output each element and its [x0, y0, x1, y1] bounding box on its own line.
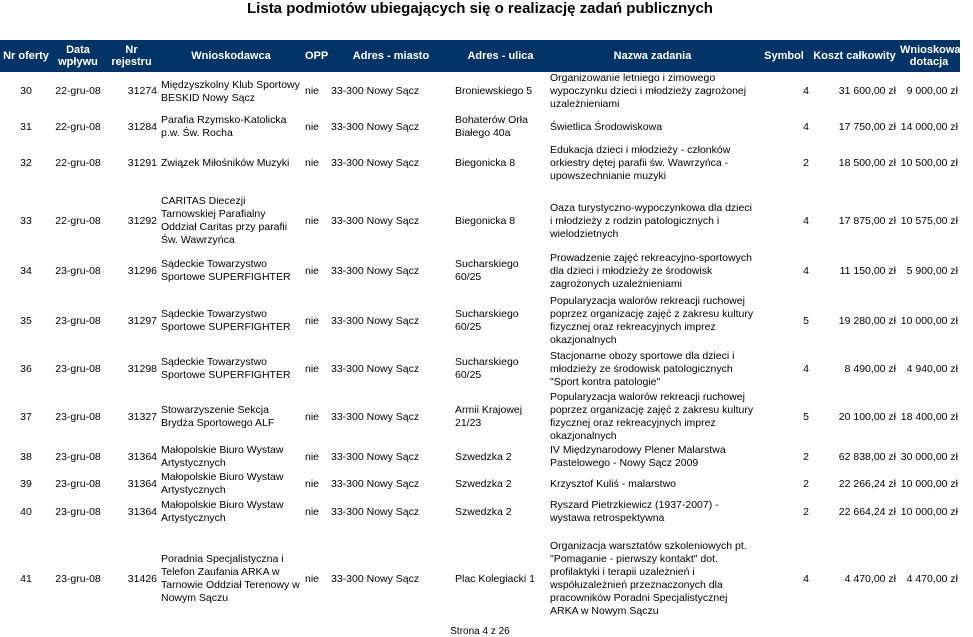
cell-opp: nie: [305, 120, 320, 133]
cell-adres-miasto: 33-300 Nowy Sącz: [331, 450, 420, 463]
cell-adres-miasto: 33-300 Nowy Sącz: [331, 214, 420, 227]
row-spacer: [0, 527, 960, 539]
cell-nr-oferty: 31: [20, 120, 32, 133]
table-row: [0, 247, 960, 295]
cell-adres-ulica: Szwedzka 2: [455, 477, 512, 490]
cell-wnioskodawca: Sądeckie Towarzystwo Sportowe SUPERFIGHTER: [161, 308, 291, 333]
cell-nr-rejestru: 31364: [127, 450, 157, 463]
cell-nazwa-zadania: Popularyzacja walorów rekreacji ruchowej poprzez organizację zajęć z zakresu kultury fizycznej oraz rekreacyjnych imprez okazjonalnych: [550, 295, 754, 346]
cell-nazwa-zadania: Edukacja dzieci i młodzieży - członków orkiestry dętej parafii św. Wawrzyńca - upowszechnianie muzyki: [550, 143, 731, 182]
cell-data-wplywu: 22-gru-08: [55, 85, 101, 97]
row-spacer: [0, 183, 960, 195]
cell-nr-rejestru: 31284: [127, 120, 157, 133]
cell-dotacja: 10 575,00 zł: [900, 214, 958, 227]
table-row: [0, 143, 960, 183]
cell-nr-rejestru: 31291: [127, 156, 157, 169]
cell-dotacja: 30 000,00 zł: [900, 450, 958, 463]
cell-nr-oferty: 34: [20, 264, 32, 277]
cell-nr-oferty: 33: [20, 214, 32, 227]
cell-data-wplywu: 23-gru-08: [55, 505, 101, 518]
cell-dotacja: 10 000,00 zł: [900, 314, 958, 327]
cell-koszt: 18 500,00 zł: [838, 156, 896, 169]
cell-adres-ulica: Sucharskiego 60/25: [455, 258, 519, 283]
cell-opp: nie: [305, 450, 320, 463]
cell-nazwa-zadania: Prowadzenie zajęć rekreacyjno-sportowych dla dzieci i młodzieży ze środowisk zagrożonych uzależnieniami: [550, 251, 752, 290]
cell-symbol: 2: [803, 505, 809, 518]
cell-symbol: 2: [803, 156, 809, 169]
cell-opp: nie: [305, 505, 320, 518]
cell-adres-ulica: Sucharskiego 60/25: [455, 308, 519, 333]
cell-dotacja: 10 000,00 zł: [900, 477, 958, 490]
table-row: [0, 391, 960, 443]
cell-data-wplywu: 23-gru-08: [55, 450, 101, 463]
cell-wnioskodawca: Małopolskie Biuro Wystaw Artystycznych: [161, 471, 284, 496]
cell-nr-rejestru: 31292: [127, 214, 157, 227]
cell-opp: nie: [305, 156, 320, 169]
table-row: [0, 195, 960, 247]
cell-wnioskodawca: Stowarzyszenie Sekcja Brydża Sportowego ALF: [161, 404, 275, 429]
cell-adres-ulica: Bohaterów Orła Białego 40a: [455, 114, 528, 139]
cell-adres-miasto: 33-300 Nowy Sącz: [331, 362, 420, 375]
cell-adres-miasto: 33-300 Nowy Sącz: [331, 314, 420, 327]
table-row: [0, 497, 960, 527]
page-number: Strona 4 z 26: [450, 626, 510, 637]
cell-symbol: 5: [803, 410, 809, 423]
cell-nr-oferty: 40: [20, 505, 32, 518]
cell-nr-oferty: 35: [20, 314, 32, 327]
cell-wnioskodawca: Związek Miłośników Muzyki: [161, 156, 290, 169]
cell-adres-miasto: 33-300 Nowy Sącz: [331, 572, 420, 585]
cell-nr-oferty: 32: [20, 156, 32, 169]
table-row: [0, 539, 960, 619]
cell-opp: nie: [305, 572, 320, 585]
header-koszt: Koszt całkowity: [811, 40, 898, 72]
cell-data-wplywu: 22-gru-08: [55, 156, 101, 169]
cell-opp: nie: [305, 362, 320, 375]
cell-nr-rejestru: 31274: [127, 85, 157, 97]
cell-nr-oferty: 41: [20, 572, 32, 585]
page-title: Lista podmiotów ubiegających się o realizację zadań publicznych: [247, 0, 713, 17]
cell-wnioskodawca: Poradnia Specjalistyczna i Telefon Zaufania ARKA w Tarnowie Oddział Terenowy w Nowym Sączu: [161, 553, 300, 604]
header-wnioskodawca: Wnioskodawca: [159, 40, 303, 72]
cell-nazwa-zadania: Ryszard Pietrzkiewicz (1937-2007) - wystawa retrospektywna: [550, 499, 719, 524]
cell-opp: nie: [305, 477, 320, 490]
cell-koszt: 8 490,00 zł: [844, 362, 896, 375]
cell-opp: nie: [305, 314, 320, 327]
header-adres-miasto: Adres - miasto: [329, 40, 453, 72]
cell-data-wplywu: 23-gru-08: [55, 477, 101, 490]
cell-adres-miasto: 33-300 Nowy Sącz: [331, 85, 420, 97]
cell-wnioskodawca: Sądeckie Towarzystwo Sportowe SUPERFIGHTER: [161, 356, 291, 381]
cell-adres-miasto: 33-300 Nowy Sącz: [331, 505, 420, 518]
cell-koszt: 11 150,00 zł: [839, 264, 896, 277]
cell-nr-rejestru: 31364: [127, 505, 157, 518]
cell-dotacja: 10 500,00 zł: [900, 156, 958, 169]
table-row: [0, 471, 960, 497]
cell-wnioskodawca: Międzyszkolny Klub Sportowy BESKID Nowy Sącz: [161, 78, 300, 104]
cell-nr-oferty: 39: [20, 477, 32, 490]
cell-nazwa-zadania: Organizowanie letniego i zimowego wypoczynku dzieci i młodzieży zagrożonej uzależnieniami: [550, 72, 747, 110]
cell-nazwa-zadania: Organizacja warsztatów szkoleniowych pt. "Pomaganie - pierwszy kontakt" dot. profilaktyki i terapii uzależnień i współuzależnień przeznaczonych dla pracowników Poradni Specjalistycznej ARKA w Nowym Sączu: [550, 540, 747, 617]
table-row: [0, 111, 960, 143]
cell-opp: nie: [305, 214, 320, 227]
header-nr-rejestru: Nr rejestru: [104, 40, 159, 72]
header-symbol: Symbol: [757, 40, 811, 72]
header-row: [0, 40, 960, 72]
cell-wnioskodawca: Małopolskie Biuro Wystaw Artystycznych: [161, 444, 284, 469]
cell-data-wplywu: 23-gru-08: [55, 314, 101, 327]
header-nr-oferty: Nr oferty: [0, 40, 52, 72]
cell-nazwa-zadania: IV Międzynarodowy Plener Malarstwa Pastelowego - Nowy Sącz 2009: [550, 444, 726, 469]
cell-adres-ulica: Biegonicka 8: [455, 214, 516, 227]
cell-symbol: 2: [803, 450, 809, 463]
header-data-wplywu: Data wpływu: [52, 40, 104, 72]
table-row: [0, 295, 960, 347]
cell-data-wplywu: 23-gru-08: [55, 572, 101, 585]
cell-data-wplywu: 23-gru-08: [55, 410, 101, 423]
cell-nr-rejestru: 31296: [127, 264, 157, 277]
table-row: [0, 347, 960, 391]
cell-dotacja: 4 470,00 zł: [906, 572, 958, 585]
cell-adres-ulica: Plac Kolegiacki 1: [455, 572, 535, 585]
cell-nr-oferty: 38: [20, 450, 32, 463]
cell-koszt: 17 750,00 zł: [838, 120, 896, 133]
header-nazwa-zadania: Nazwa zadania: [548, 40, 757, 72]
cell-opp: nie: [305, 264, 320, 277]
cell-koszt: 22 664,24 zł: [838, 505, 896, 518]
cell-nr-oferty: 30: [20, 85, 32, 97]
cell-wnioskodawca: Sądeckie Towarzystwo Sportowe SUPERFIGHTER: [161, 258, 291, 283]
cell-koszt: 31 600,00 zł: [838, 85, 896, 97]
cell-koszt: 4 470,00 zł: [844, 572, 896, 585]
cell-symbol: 4: [803, 214, 809, 227]
cell-adres-ulica: Biegonicka 8: [455, 156, 516, 169]
cell-dotacja: 9 000,00 zł: [906, 85, 958, 97]
cell-nazwa-zadania: Stacjonarne obozy sportowe dla dzieci i młodzieży ze środowisk patologicznych "Sport kontra patologie": [550, 349, 735, 388]
cell-opp: nie: [305, 85, 320, 97]
cell-nr-rejestru: 31298: [127, 362, 157, 375]
cell-adres-miasto: 33-300 Nowy Sącz: [331, 156, 420, 169]
cell-adres-ulica: Broniewskiego 5: [455, 85, 533, 97]
cell-adres-ulica: Szwedzka 2: [455, 450, 512, 463]
cell-opp: nie: [305, 410, 320, 423]
cell-adres-ulica: Szwedzka 2: [455, 505, 512, 518]
cell-nr-rejestru: 31297: [127, 314, 157, 327]
cell-data-wplywu: 22-gru-08: [55, 120, 101, 133]
cell-adres-miasto: 33-300 Nowy Sącz: [331, 264, 420, 277]
cell-nr-rejestru: 31426: [127, 572, 157, 585]
cell-wnioskodawca: CARITAS Diecezji Tarnowskiej Parafialny Oddział Caritas przy parafii Św. Wawrzyńca: [161, 195, 288, 246]
cell-symbol: 4: [803, 572, 809, 585]
cell-adres-miasto: 33-300 Nowy Sącz: [331, 477, 420, 490]
cell-dotacja: 18 400,00 zł: [900, 410, 958, 423]
cell-wnioskodawca: Parafia Rzymsko-Katolicka p.w. Św. Rocha: [161, 114, 287, 139]
cell-data-wplywu: 23-gru-08: [55, 264, 101, 277]
cell-symbol: 4: [803, 362, 809, 375]
cell-nr-oferty: 36: [20, 362, 32, 375]
cell-dotacja: 5 900,00 zł: [906, 264, 958, 277]
cell-dotacja: 10 000,00 zł: [900, 505, 958, 518]
cell-adres-ulica: Armii Krajowej 21/23: [455, 404, 523, 429]
cell-dotacja: 4 940,00 zł: [906, 362, 958, 375]
header-adres-ulica: Adres - ulica: [453, 40, 548, 72]
cell-symbol: 5: [803, 314, 809, 327]
cell-koszt: 22 266,24 zł: [838, 477, 896, 490]
cell-adres-miasto: 33-300 Nowy Sącz: [331, 410, 420, 423]
cell-nr-oferty: 37: [20, 410, 32, 423]
header-opp: OPP: [303, 40, 329, 72]
table-row: [0, 443, 960, 471]
cell-adres-ulica: Sucharskiego 60/25: [455, 356, 519, 381]
cell-wnioskodawca: Małopolskie Biuro Wystaw Artystycznych: [161, 499, 284, 524]
cell-koszt: 19 280,00 zł: [838, 314, 896, 327]
cell-nazwa-zadania: Oaza turystyczno-wypoczynkowa dla dzieci i młodzieży z rodzin patologicznych i wielodzietnych: [550, 201, 752, 240]
cell-nr-rejestru: 31364: [127, 477, 157, 490]
cell-koszt: 20 100,00 zł: [838, 410, 896, 423]
cell-symbol: 4: [803, 120, 809, 133]
cell-koszt: 62 838,00 zł: [838, 450, 896, 463]
cell-adres-miasto: 33-300 Nowy Sącz: [331, 120, 420, 133]
header-wnioskowana-dotacja: Wnioskowana dotacja: [898, 40, 960, 72]
cell-data-wplywu: 23-gru-08: [55, 362, 101, 375]
cell-nazwa-zadania: Świetlica Środowiskowa: [550, 120, 663, 133]
cell-data-wplywu: 22-gru-08: [55, 214, 101, 227]
cell-dotacja: 14 000,00 zł: [900, 120, 958, 133]
cell-nazwa-zadania: Popularyzacja walorów rekreacji ruchowej poprzez organizację zajęć z zakresu kultury fizycznej oraz rekreacyjnych imprez okazjonalnych: [550, 391, 754, 442]
cell-symbol: 2: [803, 477, 809, 490]
cell-symbol: 4: [803, 264, 809, 277]
cell-koszt: 17 875,00 zł: [838, 214, 896, 227]
cell-nazwa-zadania: Krzysztof Kuliś - malarstwo: [550, 477, 677, 490]
table-row: [0, 72, 960, 111]
cell-nr-rejestru: 31327: [127, 410, 157, 423]
cell-symbol: 4: [803, 85, 809, 97]
applicants-table: [0, 40, 973, 619]
